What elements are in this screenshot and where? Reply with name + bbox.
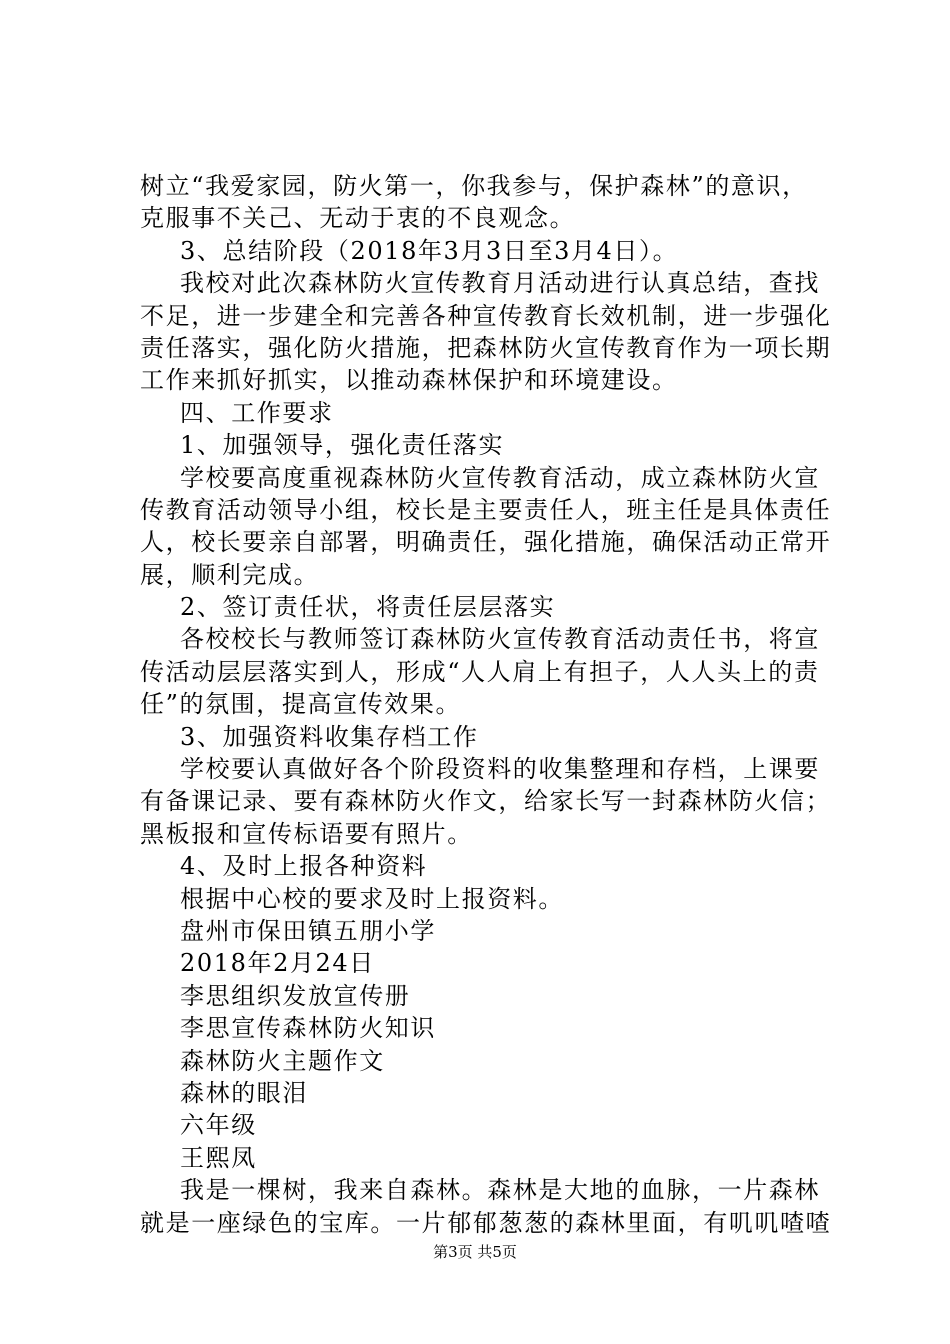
text-line: 克服事不关己、无动于衷的不良观念。	[140, 204, 576, 233]
page-footer: 第3页 共5页	[433, 1243, 517, 1261]
text-line: 3、总结阶段（2018年3月3日至3月4日）。	[180, 236, 679, 265]
text-line: 4、及时上报各种资料	[180, 852, 428, 881]
text-line: 树立“我爱家园，防火第一，你我参与，保护森林”的意识，	[140, 172, 808, 200]
text-line: 任”的氛围，提高宣传效果。	[140, 690, 462, 719]
text-line: 2、签订责任状，将责任层层落实	[180, 593, 556, 622]
text-line: 盘州市保田镇五朋小学	[180, 916, 436, 945]
text-line: 我是一棵树，我来自森林。森林是大地的血脉，一片森林	[180, 1176, 820, 1205]
text-line: 各校校长与教师签订森林防火宣传教育活动责任书，将宣	[180, 625, 820, 654]
text-line: 不足，进一步建全和完善各种宣传教育长效机制，进一步强化	[140, 301, 832, 330]
text-line: 2018年2月24日	[180, 949, 375, 978]
text-line: 工作来抓好抓实，以推动森林保护和环境建设。	[140, 366, 678, 395]
text-line: 有备课记录、要有森林防火作文，给家长写一封森林防火信；	[140, 787, 832, 816]
text-line: 3、加强资料收集存档工作	[180, 722, 479, 751]
text-line: 人，校长要亲自部署，明确责任，强化措施，确保活动正常开	[140, 528, 832, 557]
text-line: 森林的眼泪	[180, 1078, 308, 1107]
text-line: 黑板报和宣传标语要有照片。	[140, 819, 473, 848]
text-line: 就是一座绿色的宝库。一片郁郁葱葱的森林里面，有叽叽喳喳	[140, 1208, 832, 1237]
text-line: 1、加强领导，强化责任落实	[180, 431, 505, 460]
text-line: 王熙凤	[180, 1143, 257, 1172]
text-line: 传活动层层落实到人，形成“人人肩上有担子，人人头上的责	[140, 657, 820, 686]
text-line: 李思组织发放宣传册	[180, 981, 411, 1010]
text-line: 根据中心校的要求及时上报资料。	[180, 884, 564, 913]
text-line: 学校要高度重视森林防火宣传教育活动，成立森林防火宣	[180, 463, 820, 492]
text-line: 责任落实，强化防火措施，把森林防火宣传教育作为一项长期	[140, 333, 832, 362]
text-line: 传教育活动领导小组，校长是主要责任人，班主任是具体责任	[140, 495, 832, 524]
text-line: 森林防火主题作文	[180, 1046, 385, 1075]
text-line: 展，顺利完成。	[140, 560, 320, 589]
document-body	[140, 170, 840, 1239]
text-line: 李思宣传森林防火知识	[180, 1014, 436, 1043]
text-line: 我校对此次森林防火宣传教育月活动进行认真总结，查找	[180, 269, 820, 298]
text-line: 学校要认真做好各个阶段资料的收集整理和存档，上课要	[180, 755, 820, 784]
text-line: 六年级	[180, 1111, 257, 1140]
text-line: 四、工作要求	[180, 398, 334, 427]
